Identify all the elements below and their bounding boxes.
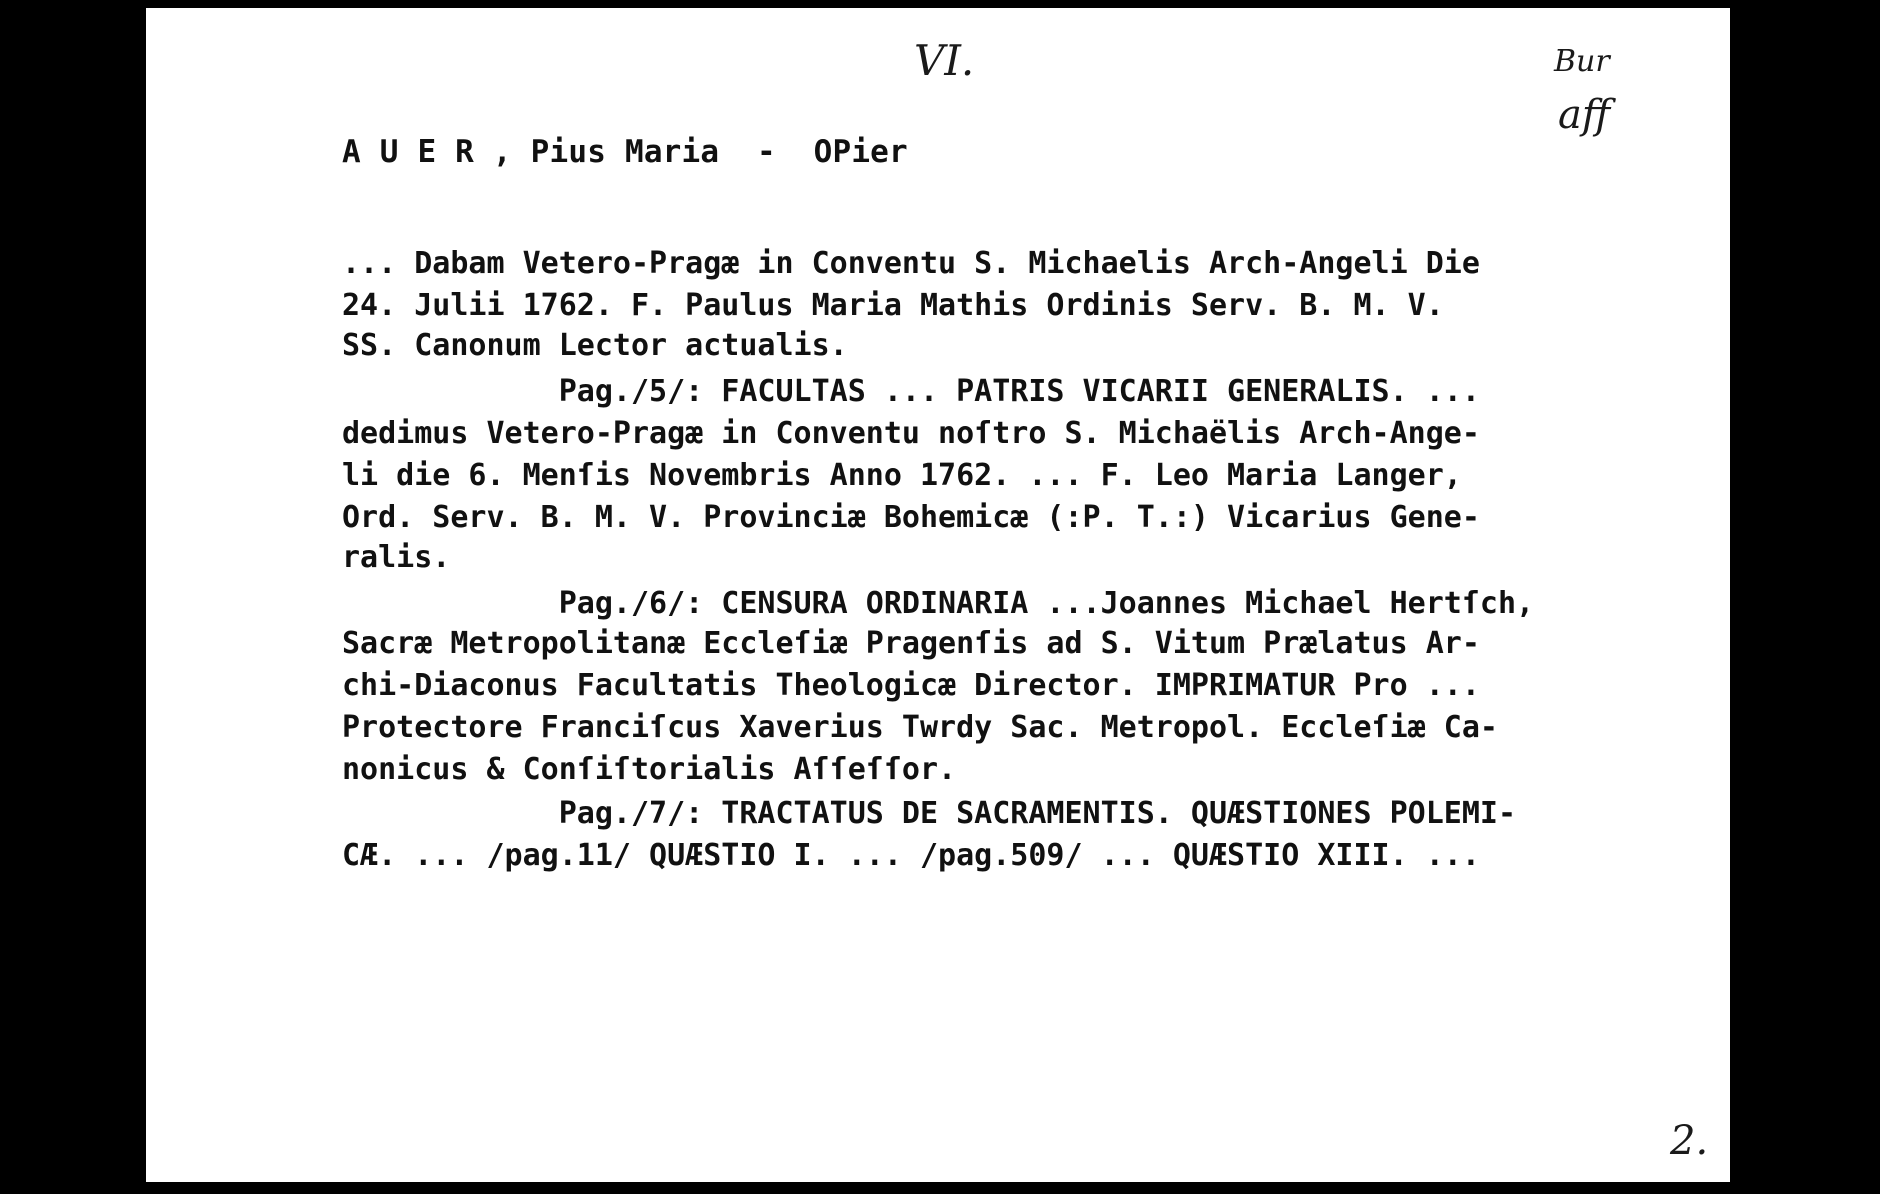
text-line: dedimus Vetero-Pragæ in Conventu noſtro S. Michaëlis Arch-Ange- [342, 416, 1480, 451]
handwritten-roman-numeral: VI. [914, 36, 975, 85]
text-line: Sacræ Metropolitanæ Eccleſiæ Pragenſis ad S. Vitum Prælatus Ar- [342, 626, 1480, 661]
text-line: CÆ. ... /pag.11/ QUÆSTIO I. ... /pag.509/ ... QUÆSTIO XIII. ... [342, 838, 1480, 873]
text-line: ralis. [342, 540, 451, 575]
text-line: 24. Julii 1762. F. Paulus Maria Mathis Ordinis Serv. B. M. V. [342, 288, 1444, 323]
text-line: Ord. Serv. B. M. V. Provinciæ Bohemicæ (:P. T.:) Vicarius Gene- [342, 500, 1480, 535]
text-line: Pag./7/: TRACTATUS DE SACRAMENTIS. QUÆSTIONES POLEMI- [342, 796, 1516, 831]
text-line: Pag./5/: FACULTAS ... PATRIS VICARII GENERALIS. ... [342, 374, 1480, 409]
text-line: li die 6. Menſis Novembris Anno 1762. ... F. Leo Maria Langer, [342, 458, 1462, 493]
card-heading: A U E R , Pius Maria - OPier [342, 134, 908, 170]
text-line: ... Dabam Vetero-Pragæ in Conventu S. Michaelis Arch-Angeli Die [342, 246, 1480, 281]
text-line: nonicus & Conſiſtorialis Aſſeſſor. [342, 752, 957, 787]
text-line: SS. Canonum Lector actualis. [342, 328, 848, 363]
text-line: chi-Diaconus Facultatis Theologicæ Director. IMPRIMATUR Pro ... [342, 668, 1480, 703]
handwritten-page-number: 2. [1670, 1118, 1709, 1164]
index-card [146, 8, 1730, 1182]
handwritten-note-top-right-1: Bur [1554, 44, 1610, 79]
text-line: Protectore Franciſcus Xaverius Twrdy Sac. Metropol. Eccleſiæ Ca- [342, 710, 1498, 745]
handwritten-note-top-right-2: aff [1558, 92, 1611, 138]
text-line: Pag./6/: CENSURA ORDINARIA ...Joannes Michael Hertſch, [342, 586, 1535, 621]
